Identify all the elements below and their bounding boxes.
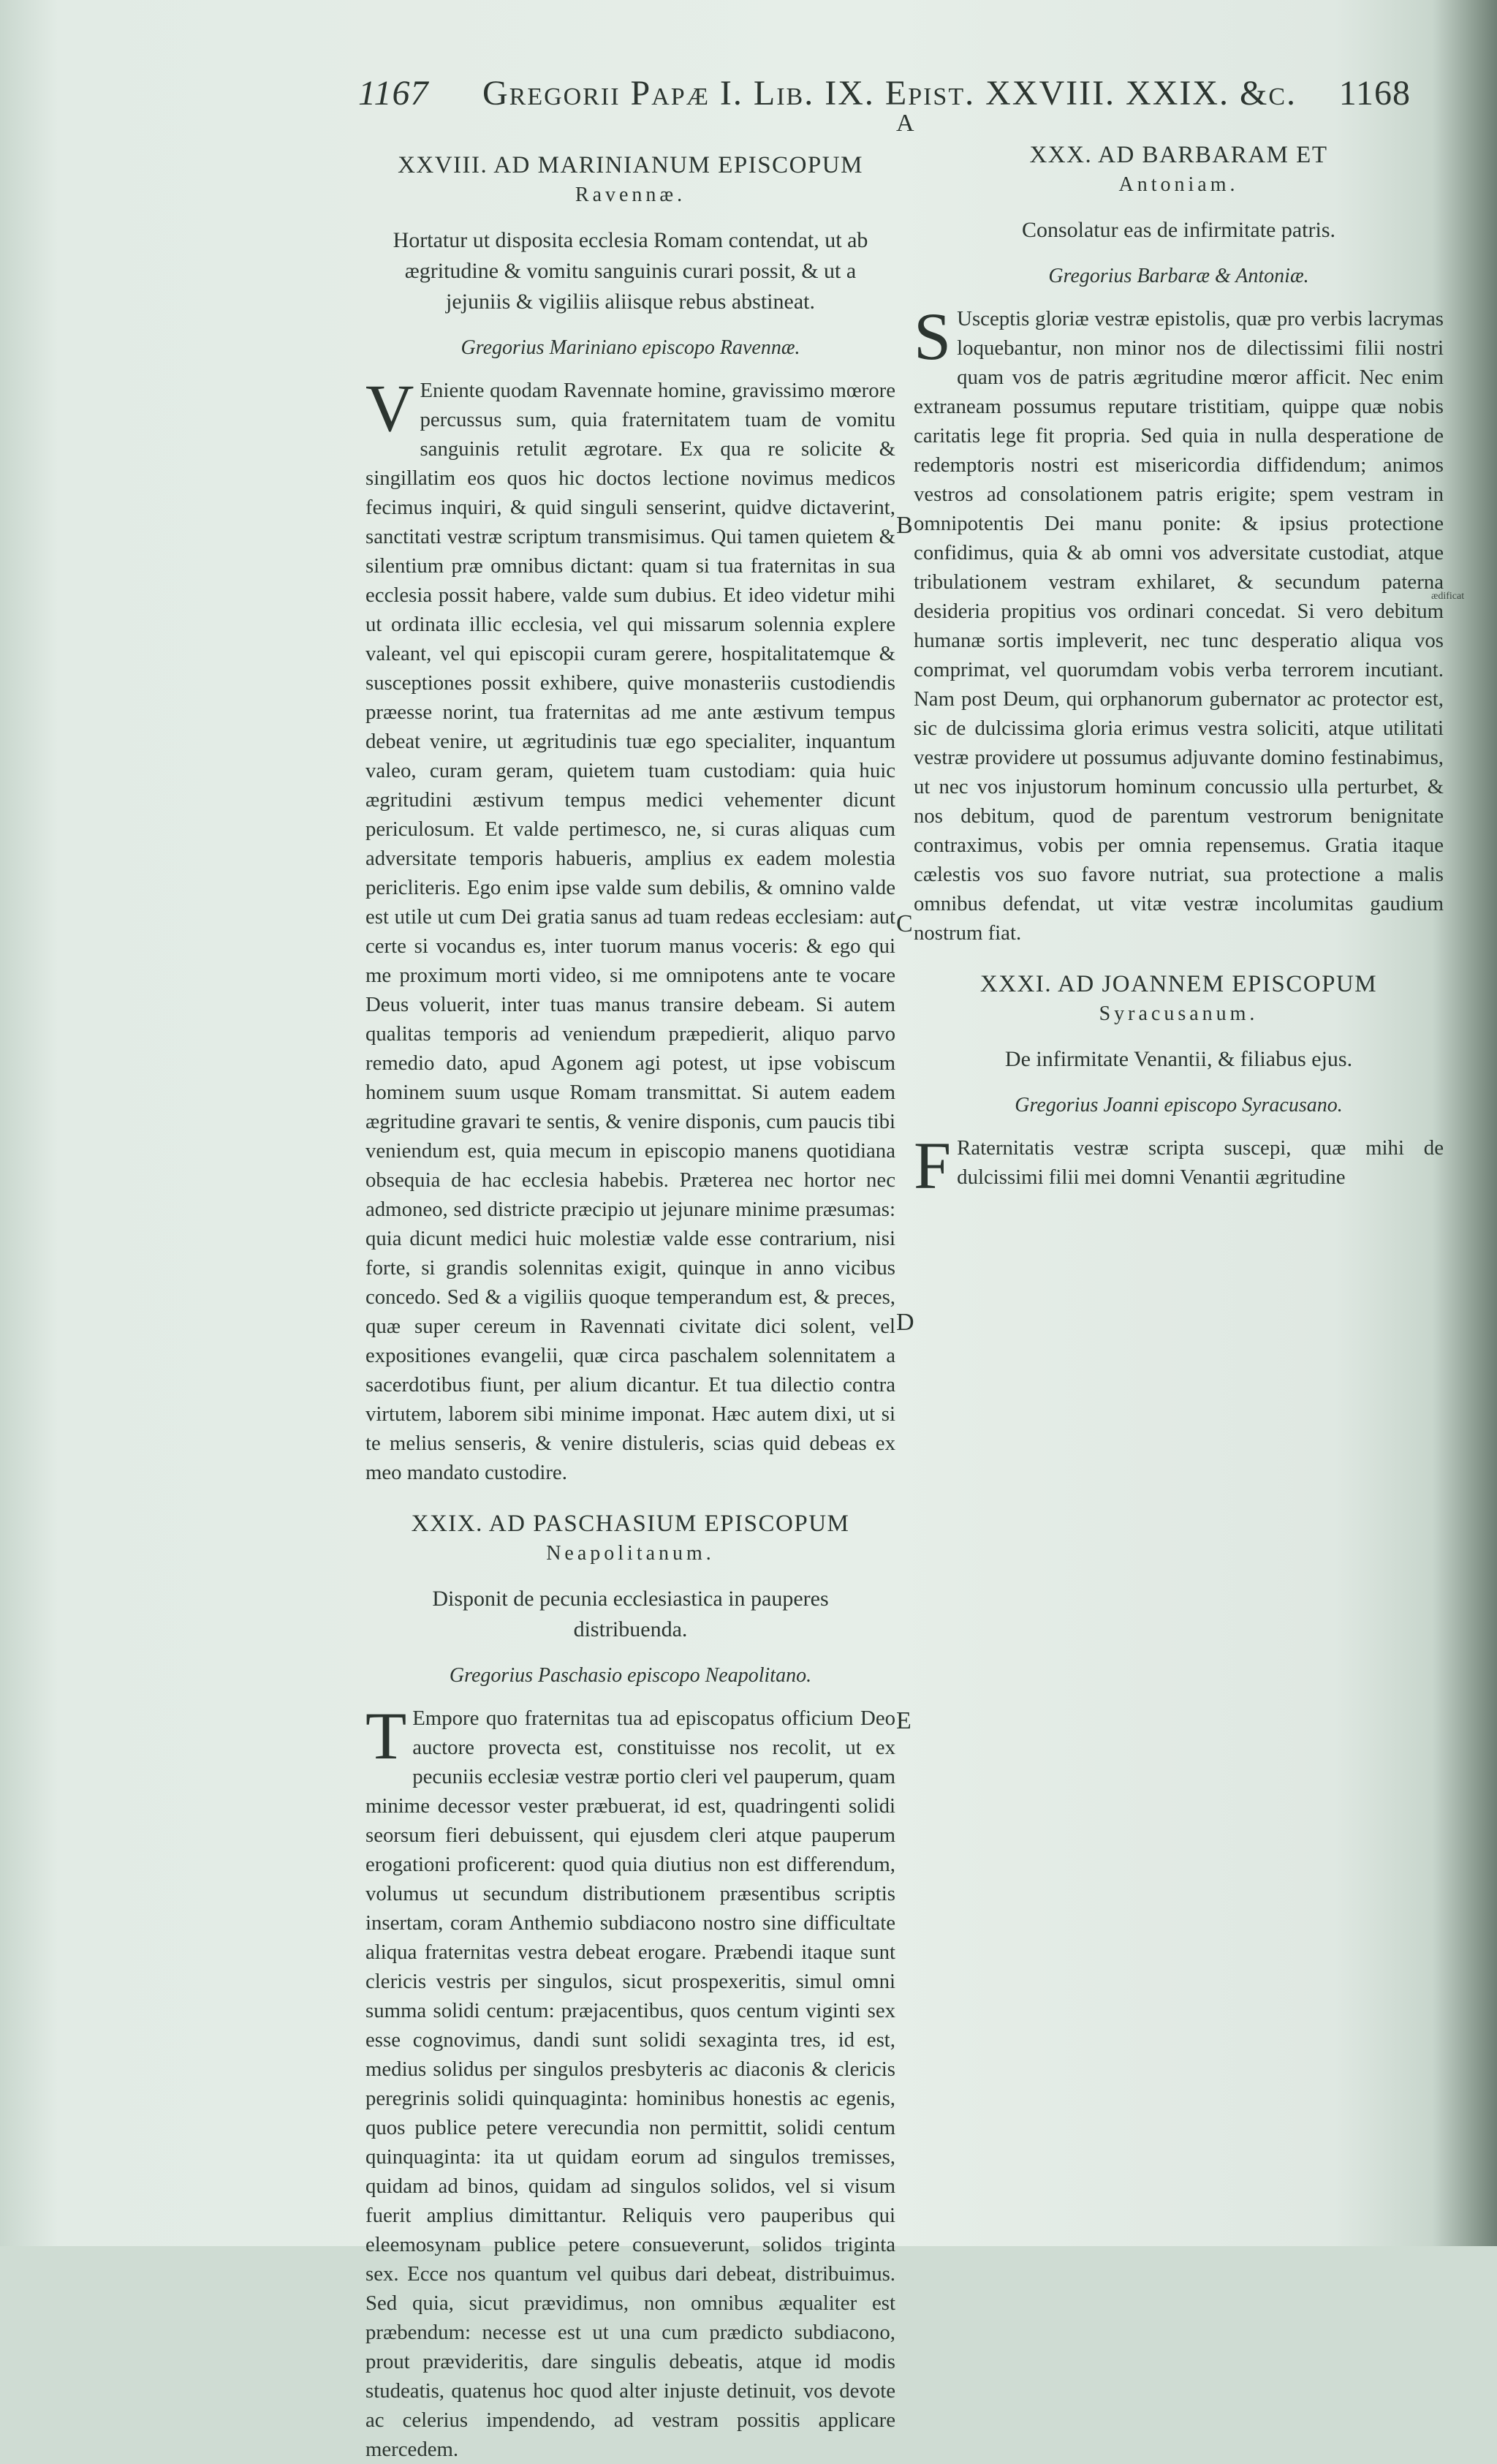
letter-body (914, 299, 1444, 948)
margin-letter-c: C (896, 910, 913, 937)
right-page-number: 1168 (1338, 74, 1411, 113)
letter-text: Empore quo fraternitas tua ad episcopatus officium Deo auctore provecta est, constituisse nos recolit, ut ex pecuniis ecclesiæ vestræ portio cleri vel pauperum, quam minime decessor vester præbuerat, id est, quadringenti solidi seorsum fieri debuissent, qui ejusdem cleri atque pauperum erogationi proficerent: quod quia diutius non est differendum, volumus ut secundum distributionem præsentibus scriptis insertam, coram Anthemio subdiacono nostro sine difficultate aliqua fraternitas vestra debeat erogare. Præbendi itaque sunt clericis vestris per singulos, sicut prospexeritis, simul omni summa solidi centum: præjacentibus, quos centum viginti sex esse cognovimus, dandi sunt solidi sexaginta tres, id est, medius solidus per singulos presbyteris ac diaconis & clericis peregrinis solidi quinquaginta: hominibus honestis ac egenis, quos publice petere verecundia non permittit, solidi centum quinquaginta: ita ut quidam eorum ad singulos tremisses, quidam ad binos, quidam ad singulos solidos, vel si visum fuerit amplius dimittantur. Reliquis vero pauperibus qui eleemosynam publice petere consueverunt, solidos triginta sex. Ecce nos quantum vel quibus dari debeat, distribuimus. Sed quia, sicut prævidimus, non omnibus æqualiter est præbendum: necesse est ut una cum prædicto subdiacono, prout prævideritis, dare singulis debeatis, atque id modis studeatis, quatenus hoc quod alter injuste detinuit, vos devote ac celerius impendendo, ad vestram possitis applicare mercedem. (365, 1707, 895, 2461)
running-title: Gregorii Papæ I. Lib. IX. Epist. XXVIII. XXIX. &c. (482, 74, 1297, 113)
letter-summary: Hortatur ut disposita ecclesia Romam contendat, ut ab ægritudine & vomitu sanguinis curari possit, & ut a jejuniis & vigiliis aliisque rebus abstineat. (393, 228, 868, 314)
marginal-note: ædificat (1431, 591, 1465, 602)
margin-letter-b: B (896, 512, 913, 539)
running-header (358, 73, 1411, 124)
letter-title: XXX. AD BARBARAM ET (1029, 142, 1328, 168)
letter-title: XXVIII. AD MARINIANUM EPISCOPUM (398, 152, 863, 178)
letter-subtitle: Syracusanum. (1099, 1002, 1259, 1025)
letter-text: Raternitatis vestræ scripta suscepi, quæ mihi de dulcissimi filii mei domni Venantii ægritudine (957, 1136, 1444, 1189)
letter-subtitle: Neapolitanum. (546, 1542, 715, 1565)
letter-body (914, 1128, 1444, 1203)
letter-text: Usceptis gloriæ vestræ epistolis, quæ pro verbis lacrymas loquebantur, non minor nos de dilectissimi filii nostri quam vos de patris ægritudine mœror afficit. Nec enim extraneam possumus reputare tristitiam, quippe quæ nobis caritatis lege fit propria. Sed quia in nulla desperatione de redemptoris nostri est misericordia diffidendum; animos vestros ad consolationem patris erigite; spem vestram in omnipotentis Dei manu ponite: & ipsius protectione confidimus, quia & ab omni vos adversitate custodiat, atque tribulationem vestram exhilaret, & secundum paterna desideria propitius vos ordinari concedat. Si vero debitum humanæ sortis impleverit, nec tunc desperatio aliqua vos comprimat, vel quorumdam vobis verba terrorem incutiant. Nam post Deum, qui orphanorum gubernator ac protector est, sic de dulcissima gloria erimus vestra soliciti, atque utilitati vestræ providere ut possumus adjuvante domino festinabimus, ut nec vos injustorum hominum concussio ulla perturbet, & nos debitum, quod de parentum vestrorum benignitate contraximus, vobis per omnia repensemus. Gratia itaque cælestis vos suo favore nutriat, sua protectione a malis omnibus defendat, ut vitæ vestræ incolumitas gaudium nostrum fiat. (914, 307, 1444, 945)
letter-greeting: Gregorius Barbaræ & Antoniæ. (1048, 265, 1309, 287)
letter-xxix (365, 1508, 895, 2461)
drop-cap: F (914, 1128, 952, 1203)
letter-xxxi (914, 968, 1444, 1203)
letter-subtitle: Antoniam. (1118, 173, 1239, 196)
drop-cap: V (365, 371, 414, 445)
letter-title: XXIX. AD PASCHASIUM EPISCOPUM (411, 1511, 850, 1537)
left-page-number: 1167 (358, 74, 429, 113)
drop-cap: T (365, 1698, 407, 1773)
letter-title: XXXI. AD JOANNEM EPISCOPUM (979, 971, 1378, 997)
letter-text: Eniente quodam Ravennate homine, gravissimo mœrore percussus sum, quia fraternitatem tuam de vomitu sanguinis retulit ægrotare. Ex qua re solicite & singillatim eos quos hic doctos lectione novimus medicos fecimus inquiri, & quid singuli senserint, quidve dictaverint, sanctitati vestræ scriptum transmisimus. Qui tamen quietem & silentium præ omnibus dictant: quam si tua fraternitas in sua ecclesia possit habere, valde sum dubius. Et ideo videtur mihi ut ordinata illic ecclesia, vel qui missarum solennia explere valeant, vel qui episcopii curam gerere, hospitalitatemque & susceptiones possit exhibere, quive monasteriis custodiendis præesse norint, tua fraternitas ad me ante æstivum tempus debeat venire, ut ægritudinis tuæ ego specialiter, inquantum valeo, curam geram, quietem tuam custodiam: quia huic ægritudini æstivum tempus medici vehementer dicunt periculosum. Et valde pertimesco, ne, si curas aliquas cum adversitate temporis habueris, amplius ex eadem molestia pericliteris. Ego enim ipse valde sum debilis, & omnino valde est utile ut cum Dei gratia sanus ad tuam redeas ecclesiam: aut certe si vocandus es, inter tuorum manus voceris: & ego qui me proximum morti video, si me omnipotens ante te vocare Deus voluerit, inter tuas manus transire debeam. Si autem qualitas temporis ad veniendum præpedierit, aliquo parvo remedio dato, apud Agonem agi potest, ut ipse vobiscum hominem suum usque Romam transmittat. Si autem eadem ægritudine gravari te sentis, & venire disponis, cum paucis tibi veniendum est, quia mecum in episcopio manens quotidiana obsequia de hac ecclesia habebis. Præterea nec hortor nec admoneo, sed districte præcipio ut jejunare minime præsumas: quia dicunt medici huic molestiæ valde esse contrarium, nisi forte, si grandis solennitas exigit, quinque in anno vicibus concedo. Sed & a vigiliis quoque temperandum est, & preces, quæ super cereum in Ravennati civitate dici solent, vel expositiones evangelii, quæ circa paschalem solennitatem a sacerdotibus fiunt, per alium dicantur. Et tua dilectio contra virtutem, laborem sibi minime imponat. Hæc autem dixi, ut si te melius senseris, & venire distuleris, scias quid debeas ex meo mandato custodire. (365, 379, 895, 1484)
drop-cap: S (914, 299, 952, 374)
letter-body (365, 371, 895, 1487)
letter-greeting: Gregorius Mariniano episcopo Ravennæ. (461, 336, 800, 359)
letter-summary: De infirmitate Venantii, & filiabus ejus. (1004, 1047, 1353, 1071)
letter-subtitle: Ravennæ. (575, 184, 686, 206)
margin-letter-e: E (896, 1707, 912, 1734)
letter-summary: Consolatur eas de infirmitate patris. (1021, 218, 1336, 242)
letter-greeting: Gregorius Paschasio episcopo Neapolitano. (449, 1664, 812, 1687)
letter-xxviii (365, 149, 895, 1487)
letter-greeting: Gregorius Joanni episcopo Syracusano. (1015, 1094, 1343, 1116)
margin-letter-a: A (896, 110, 914, 137)
letter-body (365, 1698, 895, 2461)
right-column (914, 139, 1444, 1203)
left-column (365, 139, 895, 2461)
margin-letter-d: D (896, 1309, 914, 1336)
letter-summary: Disponit de pecunia ecclesiastica in pauperes distribuenda. (432, 1587, 829, 1641)
letter-xxx (914, 139, 1444, 948)
